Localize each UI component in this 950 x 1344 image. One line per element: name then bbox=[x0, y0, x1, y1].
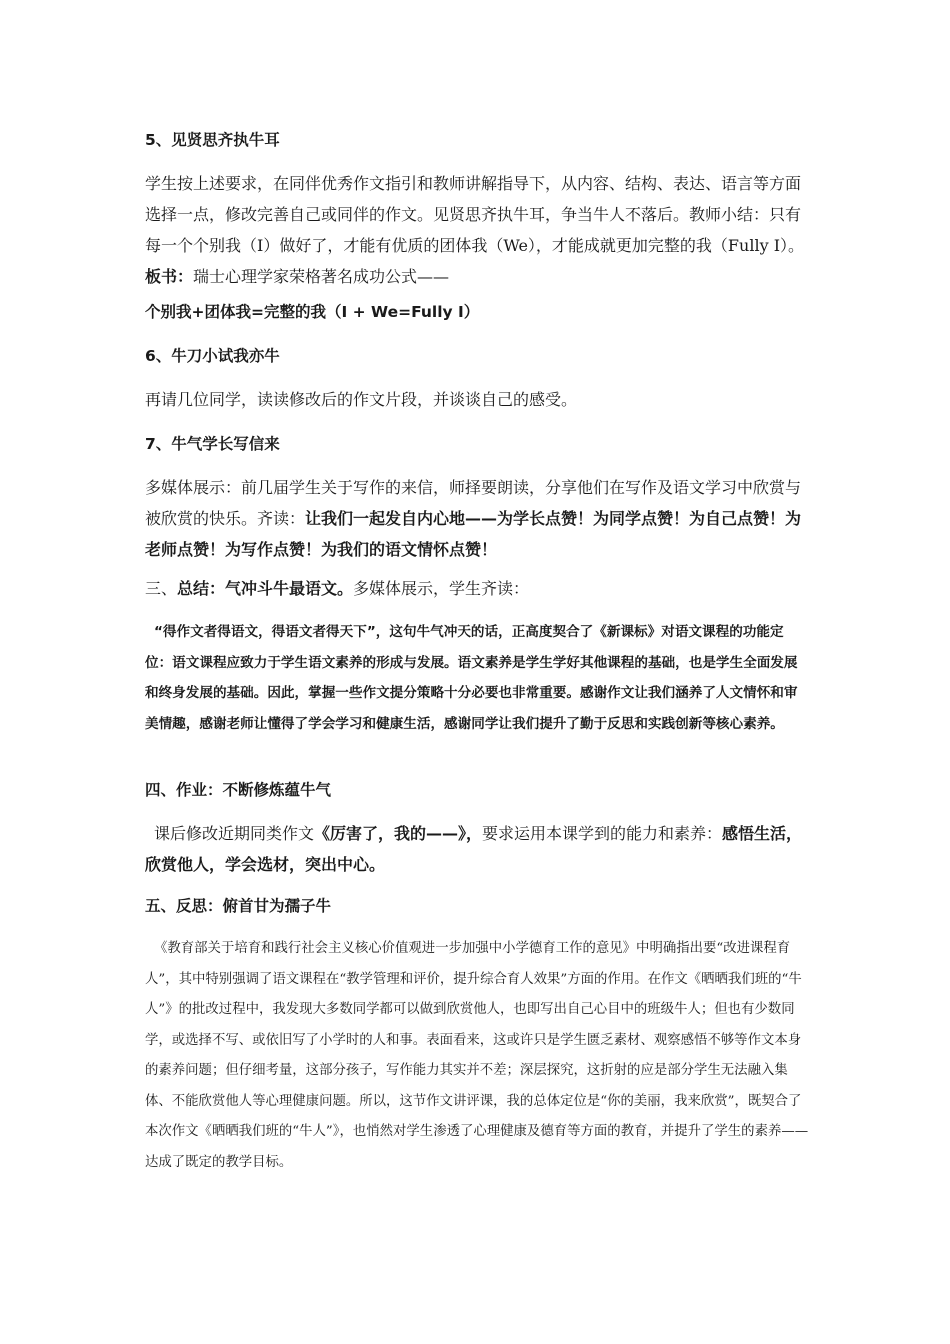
homework-text: 课后修改近期同类作文 bbox=[154, 824, 315, 843]
homework-essay-title: 《厉害了，我的——》， bbox=[314, 824, 483, 843]
board-label: 板书： bbox=[145, 267, 194, 286]
summary-heading bbox=[145, 573, 810, 604]
section-5-text: 学生按上述要求，在同伴优秀作文指引和教师讲解指导下，从内容、结构、表达、语言等方面选择一点，修改完善自己或同伴的作文。见贤思齐执牛耳，争当牛人不落后。教师小结：只有每一个个别我（I）做好了，才能有优质的团体我（We），才能成就更加完整的我（Fully I）。 bbox=[145, 174, 805, 255]
summary-prefix: 三、 bbox=[145, 579, 178, 598]
summary-text: 多媒体展示，学生齐读： bbox=[353, 579, 530, 598]
section-5-paragraph bbox=[145, 168, 810, 292]
section-7-bold-text: 让我们一起发自内心地——为学长点赞！为同学点赞！为自己点赞！为老师点赞！为写作点赞！为我们的语文情怀点赞！ bbox=[145, 509, 802, 559]
section-6-paragraph: 再请几位同学，读读修改后的作文片段，并谈谈自己的感受。 bbox=[145, 390, 578, 409]
homework-heading: 四、作业：不断修炼蕴牛气 bbox=[145, 781, 332, 799]
reflection-paragraph: 《教育部关于培育和践行社会主义核心价值观进一步加强中小学德育工作的意见》中明确指出要“改进课程育人”，其中特别强调了语文课程在“教学管理和评价，提升综合育人效果”方面的作用。在作文《晒晒我们班的“牛人”》的批改过程中，我发现大多数同学都可以做到欣赏他人，也即写出自己心目中的班级牛人；但也有少数同学，或选择不写、或依旧写了小学时的人和事。表面看来，这或许只是学生匮乏素材、观察感悟不够等作文本身的素养问题；但仔细考量，这部分孩子，写作能力其实并不差；深层探究，这折射的应是部分学生无法融入集体、不能欣赏他人等心理健康问题。所以，这节作文讲评课，我的总体定位是“你的美丽，我来欣赏”，既契合了本次作文《晒晒我们班的“牛人”》，也悄然对学生渗透了心理健康及德育等方面的教育，并提升了学生的素养——达成了既定的教学目标。 bbox=[145, 941, 809, 1170]
homework-requirement: 要求运用本课学到的能力和素养： bbox=[482, 824, 723, 843]
section-7-text: 多媒体展示：前几届学生关于写作的来信，师择要朗读，分享他们在写作及语文学习中欣赏与被欣赏的快乐。齐读： bbox=[145, 478, 802, 528]
homework-paragraph bbox=[145, 818, 810, 880]
success-formula: 个别我+团体我=完整的我（I + We=Fully I） bbox=[145, 303, 480, 321]
summary-title: 总结：气冲斗牛最语文。 bbox=[177, 579, 354, 598]
section-6-heading: 6、牛刀小试我亦牛 bbox=[145, 347, 280, 365]
section-5-heading: 5、见贤思齐执牛耳 bbox=[145, 131, 280, 149]
summary-quote: “得作文者得语文，得语文者得天下”，这句牛气冲天的话，正高度契合了《新课标》对语文课程的功能定位：语文课程应致力于学生语文素养的形成与发展。语文素养是学生学好其他课程的基础，也是学生全面发展和终身发展的基础。因此，掌握一些作文提分策略十分必要也非常重要。感谢作文让我们涵养了人文情怀和审美情趣，感谢老师让懂得了学会学习和健康生活，感谢同学让我们提升了勤于反思和实践创新等核心素养。 bbox=[145, 624, 798, 732]
homework-bold-text: 感悟生活，欣赏他人，学会选材，突出中心。 bbox=[145, 824, 803, 874]
board-text: 瑞士心理学家荣格著名成功公式—— bbox=[193, 267, 450, 286]
section-7-heading: 7、牛气学长写信来 bbox=[145, 435, 280, 453]
section-7-paragraph bbox=[145, 472, 810, 565]
reflection-heading: 五、反思：俯首甘为孺子牛 bbox=[145, 897, 332, 915]
